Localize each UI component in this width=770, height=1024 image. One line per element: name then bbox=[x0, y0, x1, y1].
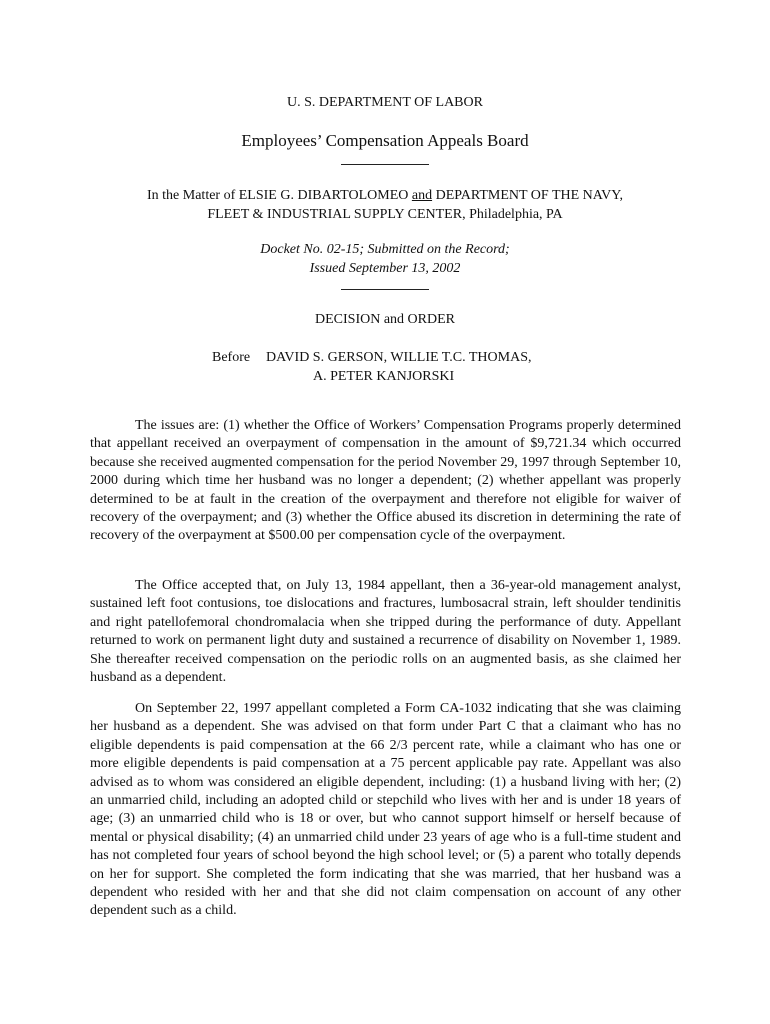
panel-block bbox=[212, 348, 532, 384]
docket-line-1: Docket No. 02-15; Submitted on the Record; bbox=[260, 242, 510, 257]
body-paragraph-1 bbox=[90, 417, 681, 546]
body-paragraph-3 bbox=[90, 700, 681, 921]
board-title: Employees’ Compensation Appeals Board bbox=[241, 131, 529, 150]
paragraph-text: The issues are: (1) whether the Office of Workers’ Compensation Programs properly determined that appellant received an overpayment of compensation in the amount of $9,721.34 which occurred because she received augmented compensation for the period November 29, 1997 through September 10, 2000 during which time her husband was no longer a dependent; (2) whether appellant was properly determined to be at fault in the creation of the overpayment and therefore not eligible for waiver of recovery of the overpayment; and (3) whether the Office abused its discretion in determining the rate of recovery of the overpayment at $500.00 per compensation cycle of the overpayment. bbox=[90, 418, 681, 544]
body-paragraph-2 bbox=[90, 577, 681, 687]
agency-heading: U. S. DEPARTMENT OF LABOR bbox=[287, 95, 483, 110]
caption-prefix: In the Matter of ELSIE G. DIBARTOLOMEO bbox=[147, 188, 412, 203]
title-divider bbox=[341, 164, 429, 165]
caption-suffix: DEPARTMENT OF THE NAVY, bbox=[432, 188, 623, 203]
paragraph-text: On September 22, 1997 appellant completed a Form CA-1032 indicating that she was claiming her husband as a dependent. She was advised on that form under Part C that a claimant who has no eligible dependents is paid compensation at the 66 2/3 percent rate, while a claimant who has one or more eligible dependents is paid compensation at a 75 percent applicable pay rate. Appellant was also advised as to whom was considered an eligible dependent, including: (1) a husband living with her; (2) an unmarried child, including an adopted child or stepchild who lives with her and is under 18 years of age; (3) an unmarried child who is 18 or over, but who cannot support himself or herself because of mental or physical disability; (4) an unmarried child under 23 years of age who is a full-time student and has not completed four years of school beyond the high school level; or (5) a parent who totally depends on her for support. She completed the form indicating that she was married, that her husband was a dependent who resided with her and that she did not claim compensation on account of any other dependent such as a child. bbox=[90, 701, 681, 919]
caption-conjunction: and bbox=[411, 188, 433, 203]
docket-info bbox=[0, 240, 770, 278]
panel-judges-line-2: A. PETER KANJORSKI bbox=[313, 369, 455, 384]
decision-title: DECISION and ORDER bbox=[315, 312, 455, 327]
paragraph-text: The Office accepted that, on July 13, 1984 appellant, then a 36-year-old management analyst, sustained left foot contusions, toe dislocations and fractures, lumbosacral strain, left shoulder tendinitis and right patellofemoral chondromalacia when she tripped during the performance of duty. Appellant returned to work on permanent light duty and sustained a recurrence of disability on November 1, 1989. She thereafter received compensation on the periodic rolls on an augmented basis, as she claimed her husband as a dependent. bbox=[90, 578, 681, 686]
panel-label: Before bbox=[212, 350, 251, 365]
panel-judges-line-1: DAVID S. GERSON, WILLIE T.C. THOMAS, bbox=[266, 350, 532, 365]
case-caption-line-1 bbox=[0, 186, 770, 205]
docket-line-2: Issued September 13, 2002 bbox=[309, 261, 461, 276]
case-caption bbox=[0, 186, 770, 224]
case-caption-line-2: FLEET & INDUSTRIAL SUPPLY CENTER, Philadelphia, PA bbox=[207, 207, 563, 222]
docket-divider bbox=[341, 289, 429, 290]
